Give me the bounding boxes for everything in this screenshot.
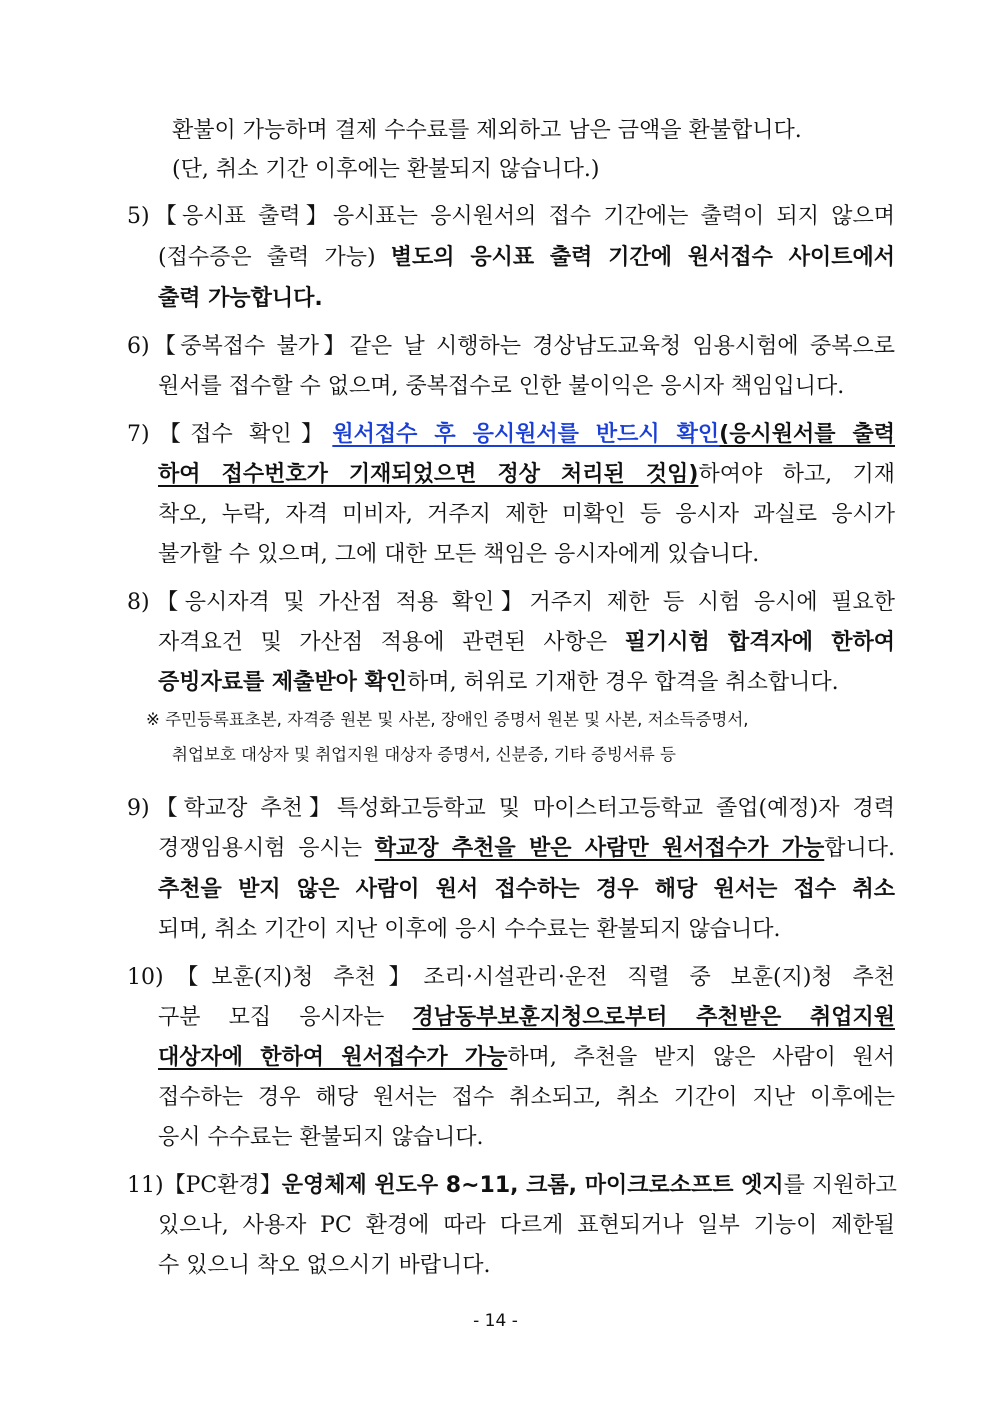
item-5-line: 5)【응시표 출력】응시표는 응시원서의 접수 기간에는 출력이 되지 않으며	[127, 204, 895, 229]
text-line: 환불이 가능하며 결제 수수료를 제외하고 남은 금액을 환불합니다.	[172, 118, 802, 143]
item-10-line: 접수하는 경우 해당 원서는 접수 취소되고, 취소 기간이 지난 이후에는	[158, 1085, 895, 1110]
item-11-line: 11)【PC환경】운영체제 윈도우 8~11, 크롬, 마이크로소프트 엣지를 지원하고	[127, 1173, 897, 1198]
item-8-line: 8)【응시자격 및 가산점 적용 확인】거주지 제한 등 시험 응시에 필요한	[127, 590, 895, 615]
item-11-line: 수 있으니 착오 없으시기 바랍니다.	[158, 1253, 491, 1278]
item-7-line: 하여 접수번호가 기재되었으면 정상 처리된 것임)하여야 하고, 기재	[158, 462, 895, 487]
item-9-line: 추천을 받지 않은 사람이 원서 접수하는 경우 해당 원서는 접수 취소	[158, 877, 895, 902]
item-6-line: 6)【중복접수 불가】같은 날 시행하는 경상남도교육청 임용시험에 중복으로	[127, 334, 895, 359]
item-7-line: 7)【접수 확인】원서접수 후 응시원서를 반드시 확인(응시원서를 출력	[127, 422, 896, 447]
item-7-line: 불가할 수 있으며, 그에 대한 모든 책임은 응시자에게 있습니다.	[158, 542, 760, 567]
item-10-line: 10)【보훈(지)청 추천】조리·시설관리·운전 직렬 중 보훈(지)청 추천	[127, 965, 895, 990]
item-11-line: 있으나, 사용자 PC 환경에 따라 다르게 표현되거나 일부 기능이 제한될	[158, 1213, 895, 1238]
item-10-line: 응시 수수료는 환불되지 않습니다.	[158, 1125, 484, 1150]
item-8-line: 자격요건 및 가산점 적용에 관련된 사항은 필기시험 합격자에 한하여	[158, 630, 896, 655]
item-10-line: 대상자에 한하여 원서접수가 가능하며, 추천을 받지 않은 사람이 원서	[158, 1045, 895, 1070]
item-8-line: 증빙자료를 제출받아 확인하며, 허위로 기재한 경우 합격을 취소합니다.	[158, 670, 839, 695]
text-line: (단, 취소 기간 이후에는 환불되지 않습니다.)	[172, 157, 600, 182]
item-8-note: ※ 주민등록표초본, 자격증 원본 및 사본, 장애인 증명서 원본 및 사본, 저소득증명서,	[146, 710, 749, 729]
item-8-note: 취업보호 대상자 및 취업지원 대상자 증명서, 신분증, 기타 증빙서류 등	[172, 745, 676, 764]
item-9-line: 경쟁임용시험 응시는 학교장 추천을 받은 사람만 원서접수가 가능합니다.	[158, 836, 895, 861]
item-7-line: 착오, 누락, 자격 미비자, 거주지 제한 미확인 등 응시자 과실로 응시가	[158, 502, 895, 527]
item-6-line: 원서를 접수할 수 없으며, 중복접수로 인한 불이익은 응시자 책임입니다.	[158, 374, 845, 399]
item-10-line: 구분 모집 응시자는 경남동부보훈지청으로부터 추천받은 취업지원	[158, 1005, 895, 1030]
item-5-line: (접수증은 출력 가능) 별도의 응시표 출력 기간에 원서접수 사이트에서	[158, 245, 895, 270]
item-5-line: 출력 가능합니다.	[158, 286, 323, 311]
item-9-line: 되며, 취소 기간이 지난 이후에 응시 수수료는 환불되지 않습니다.	[158, 917, 781, 942]
item-9-line: 9)【학교장 추천】특성화고등학교 및 마이스터고등학교 졸업(예정)자 경력	[127, 796, 895, 821]
page-number: - 14 -	[473, 1311, 518, 1331]
